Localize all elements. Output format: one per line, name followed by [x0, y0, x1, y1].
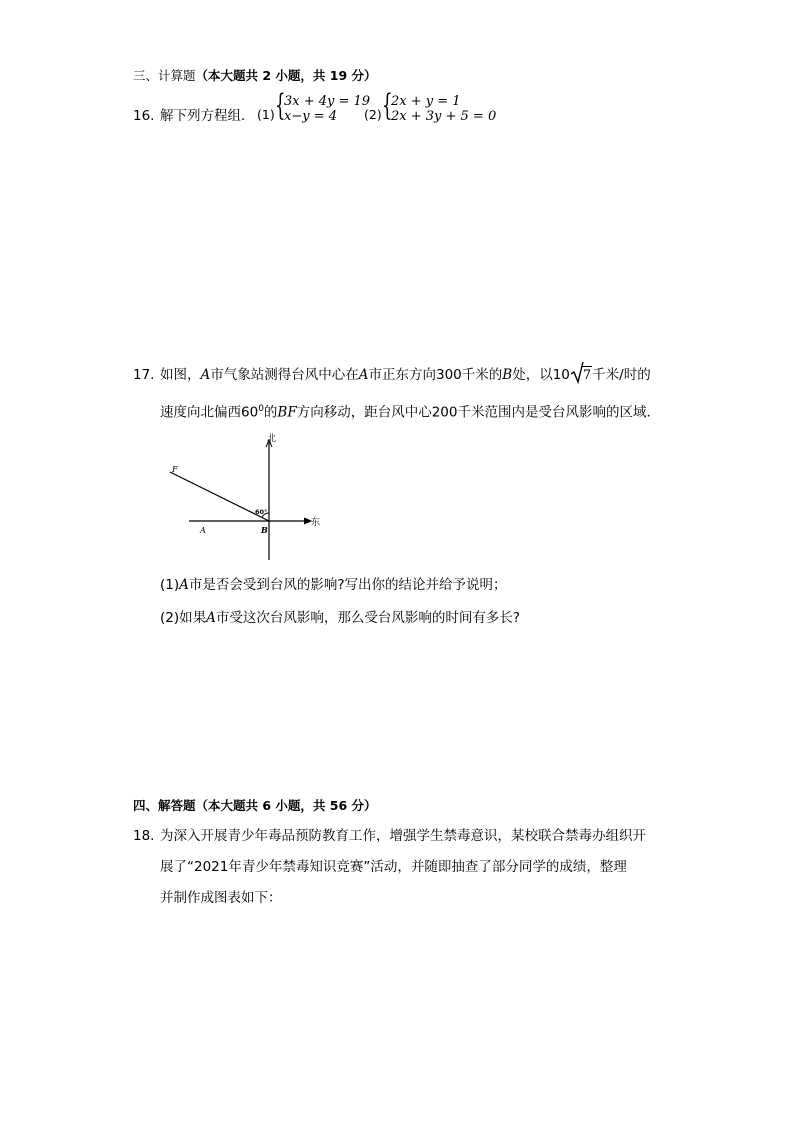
north-label: 北 [267, 434, 277, 444]
q16-system-1-eq2: x−y = 4 [284, 109, 337, 124]
q16-system-1-brace: { [275, 88, 286, 123]
question-16-text: 解下列方程组． [160, 108, 255, 124]
question-16-number: 16. [133, 108, 155, 124]
q17-line1-text-a: 如图， [160, 367, 201, 383]
q17-line1-var-b: B [502, 367, 513, 383]
point-b-label: B [261, 525, 268, 535]
q17-line1-text-e: 千米/时的 [592, 367, 651, 383]
q17-line1-text-b: 市气象站测得台风中心在 [210, 367, 359, 383]
point-a-label: A [200, 526, 206, 535]
sqrt-radicand: 7 [582, 368, 592, 383]
section-3-title: 三、计算题 [133, 68, 196, 83]
section-3-detail: （本大题共 2 小题，共 19 分） [195, 68, 377, 83]
section-4-detail: （本大题共 6 小题，共 56 分） [195, 798, 377, 813]
question-18-line-3: 并制作成图表如下： [160, 890, 282, 906]
question-18-line-1: 为深入开展青少年毒品预防教育工作，增强学生禁毒意识，某校联合禁毒办组织开 [160, 828, 646, 844]
q16-system-2 [382, 88, 497, 127]
typhoon-direction-figure [160, 432, 330, 562]
q16-system-2-eq2: 2x + 3y + 5 = 0 [391, 109, 497, 124]
q17-subquestion-2 [160, 609, 520, 627]
q17-line1-text-d: 处，以10 [512, 367, 570, 383]
q17-line2-text-b: 的 [263, 404, 278, 421]
q17-sub1-text: 市是否会受到台风的影响?写出你的结论并给予说明； [188, 577, 507, 593]
angle-label: 60° [255, 508, 268, 516]
q16-system-2-eq1: 2x + y = 1 [391, 94, 461, 109]
question-17-line-2 [160, 400, 660, 422]
q16-system-2-brace: { [382, 88, 393, 123]
q16-part1-label: (1) [257, 107, 275, 122]
radical-sign-icon [571, 362, 584, 384]
q16-system-1-eq1: 3x + 4y = 19 [284, 94, 371, 109]
east-label: 东 [311, 518, 321, 528]
q17-line1-var-a: A [200, 367, 211, 383]
q17-sub1-label: (1) [160, 577, 180, 593]
section-4-title: 四、解答题 [133, 798, 196, 813]
section-3-heading [133, 66, 377, 84]
section-4-heading [133, 796, 377, 814]
east-arrow-icon [304, 518, 311, 524]
question-18-number: 18. [133, 828, 155, 844]
q17-line2-text-a: 速度向北偏西60 [160, 404, 259, 421]
question-17-number: 17. [133, 367, 155, 383]
q17-sub2-text-b: 市受这次台风影响，那么受台风影响的时间有多长? [215, 610, 521, 626]
q17-degree-sup: 0 [258, 404, 264, 414]
q17-subquestion-1 [160, 576, 507, 594]
q17-line1-var-a2: A [358, 367, 369, 383]
q16-part2-label: (2) [364, 107, 382, 122]
point-f-label: F [172, 465, 178, 474]
q17-line2-text-c: 方向移动，距台风中心200千米范围内是受台风影响的区域． [296, 404, 660, 421]
sqrt-symbol [571, 366, 592, 385]
question-17-line-1 [160, 366, 651, 385]
q17-sub2-var-a: A [206, 610, 216, 626]
q17-sub2-text-a: (2)如果 [160, 610, 207, 626]
q17-line2-var-bf: BF [277, 404, 297, 421]
question-18-line-2: 展了“2021年青少年禁毒知识竞赛”活动，并随即抽查了部分同学的成绩，整理 [160, 859, 627, 875]
q16-system-1 [275, 88, 375, 127]
q17-line1-text-c: 市正东方向300千米的 [368, 367, 503, 383]
q17-sub1-var-a: A [179, 577, 189, 593]
